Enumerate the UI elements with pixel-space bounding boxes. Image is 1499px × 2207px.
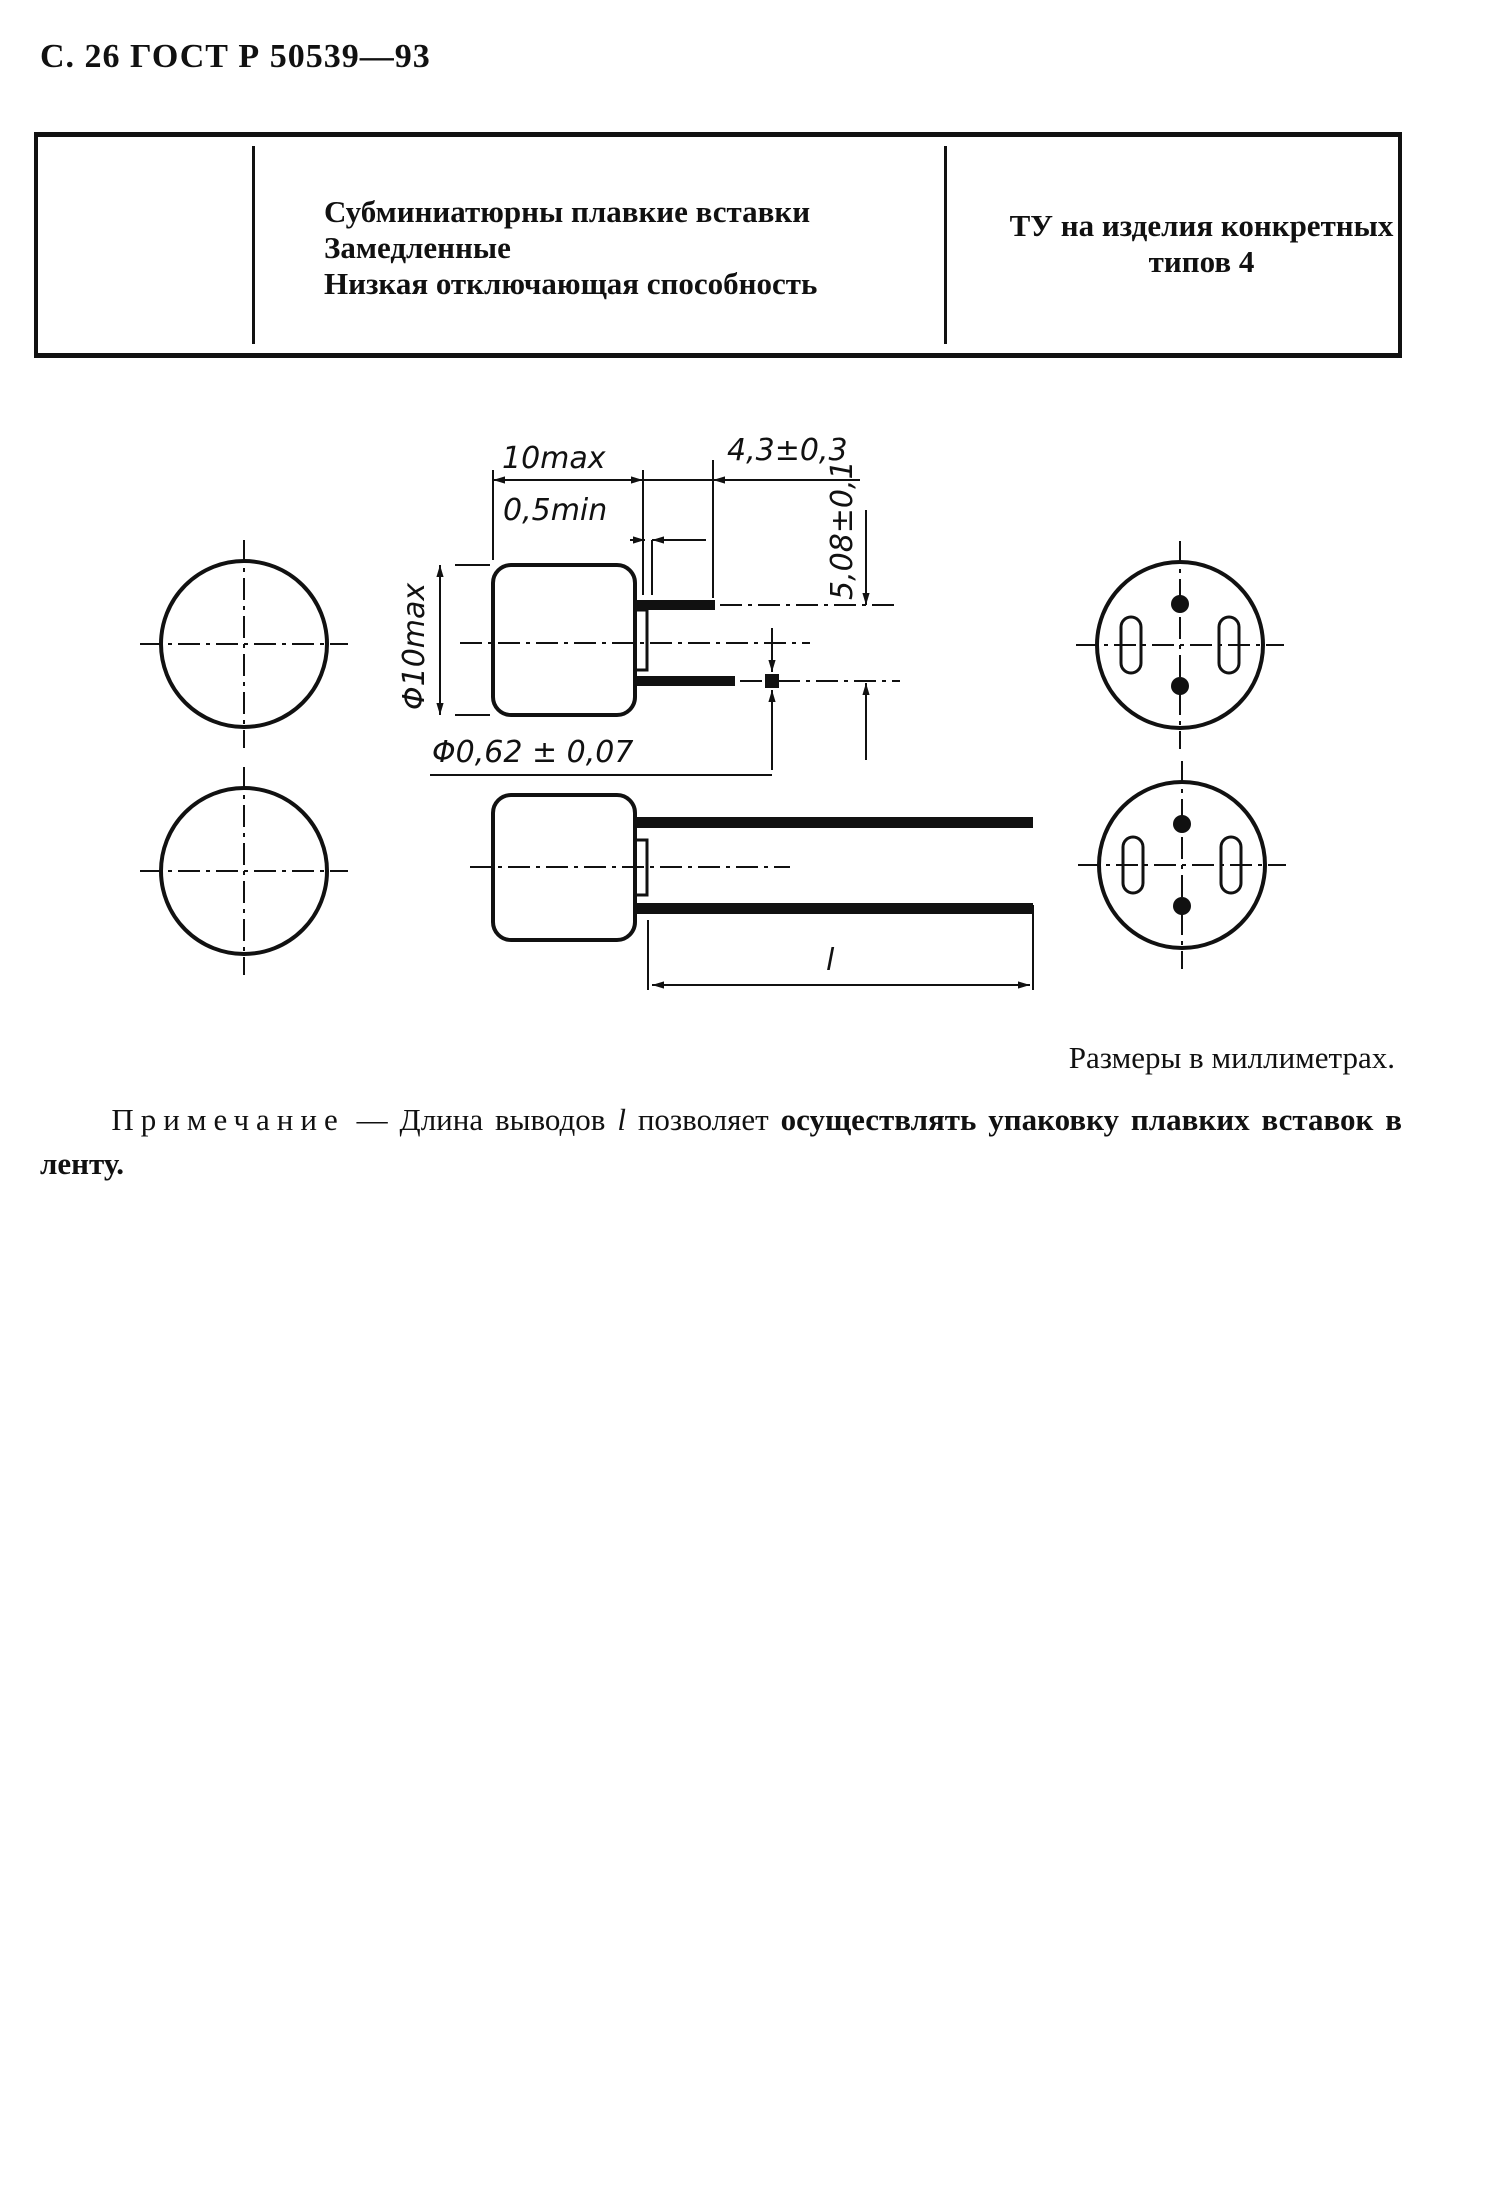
end-view-top-left — [140, 540, 348, 748]
fuse-side-view-bottom — [470, 795, 1033, 940]
note-label: Примечание — [111, 1102, 345, 1137]
units-note: Размеры в миллиметрах. — [1068, 1040, 1395, 1075]
page-header: С. 26 ГОСТ Р 50539—93 — [40, 38, 431, 75]
fuse-description — [324, 194, 964, 302]
table-column-divider — [252, 146, 255, 344]
dim-lead-offset: 4,3±0,3 — [727, 433, 848, 468]
end-view-bottom-right — [1078, 761, 1286, 969]
dim-lead-diameter: Φ0,62 ± 0,07 — [432, 735, 634, 770]
specification-reference: ТУ на изделия конкретных типов 4 — [1009, 208, 1394, 279]
end-view-top-right — [1076, 541, 1284, 749]
note-text: позволяет — [625, 1102, 781, 1137]
technical-drawing — [0, 400, 1499, 1040]
fuse-drawing-svg — [0, 400, 1499, 1040]
specification-table — [34, 132, 1402, 358]
note-text-bold: плавких вставок в ленту. — [40, 1102, 1403, 1181]
note-lead-symbol: l — [617, 1102, 626, 1137]
dim-gap: 0,5min — [503, 493, 608, 528]
dim-pitch: 5,08±0,1 — [825, 460, 860, 600]
description-line: Субминиатюрны плавкие вставки — [324, 194, 811, 229]
note-dash: — — [344, 1102, 400, 1137]
end-view-bottom-left — [140, 767, 348, 975]
dim-diameter: Φ10max — [397, 582, 432, 710]
dim-lead-length: l — [826, 943, 835, 978]
description-line: Низкая отключающая способность — [324, 266, 818, 301]
footnote — [40, 1098, 1402, 1186]
dim-body-length: 10max — [502, 441, 606, 476]
note-text-bold: осуществлять упаковку — [780, 1102, 1119, 1137]
note-text: Длина выводов — [399, 1102, 618, 1137]
description-line: Замедленные — [324, 230, 511, 265]
